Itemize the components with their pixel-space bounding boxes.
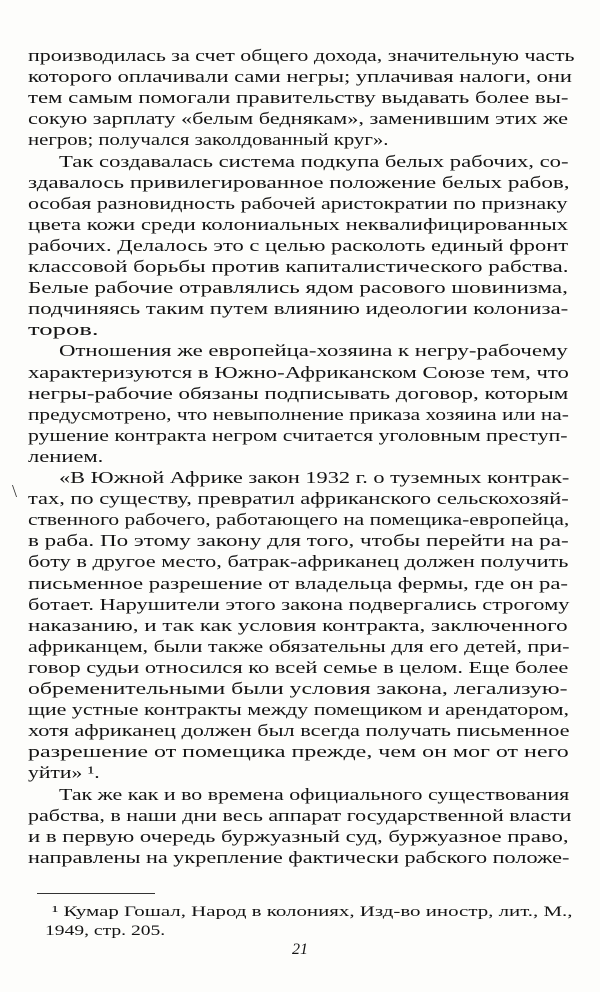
- text-line: хотя африканец должен был всегда получать письменное: [28, 721, 570, 740]
- text-line: тах, по существу, превратил африканского сельскохозяй-: [28, 489, 569, 508]
- text-line: Отношения же европейца-хозяина к негру-рабочему: [59, 341, 568, 360]
- text-line: и в первую очередь буржуазный суд, буржуазное право,: [28, 827, 569, 846]
- text-line: уйти» ¹.: [28, 763, 100, 782]
- text-line: подчиняясь таким путем влиянию идеологии колониза-: [28, 299, 569, 318]
- text-line: характеризуются в Южно-Африканском Союзе тем, что: [28, 363, 569, 382]
- text-line: «В Южной Африке закон 1932 г. о туземных контрак-: [59, 468, 570, 487]
- text-line: тем самым помогали правительству выдавать более вы-: [28, 88, 569, 107]
- text-line: негры-рабочие обязаны подписывать договор, которым: [28, 384, 569, 403]
- text-line: говор судьи относился ко всей семье в целом. Еще более: [28, 658, 569, 677]
- text-line: обременительными были условия закона, легализую-: [28, 679, 568, 698]
- text-line: Так создавалась система подкупа белых рабочих, со-: [59, 152, 569, 171]
- text-line: рабочих. Делалось это с целью расколоть единый фронт: [28, 236, 569, 255]
- text-line: негров; получался заколдованный круг».: [28, 130, 389, 149]
- text-line: щие устные контракты между помещиком и арендатором,: [28, 700, 570, 719]
- text-line: которого оплачивали сами негры; уплачивая налоги, они: [28, 67, 572, 86]
- text-line: рабства, в наши дни весь аппарат государственной власти: [28, 806, 572, 825]
- text-line: в раба. По этому закону для того, чтобы перейти на ра-: [28, 531, 569, 550]
- text-line: сокую зарплату «белым беднякам», заменившим этих же: [28, 109, 568, 128]
- text-line: Так же как и во времена официального существования: [59, 785, 570, 804]
- text-line: наказанию, и так как условия контракта, заключенного: [28, 616, 568, 635]
- text-line: классовой борьбы против капиталистического рабства.: [28, 257, 569, 276]
- text-line: разрешение от помещика прежде, чем он мог от него: [28, 742, 569, 761]
- text-line: рушение контракта негром считается уголовным преступ-: [28, 426, 568, 445]
- text-line: особая разновидность рабочей аристократии по признаку: [28, 194, 568, 213]
- footnote-line: ¹ Кумар Гошал, Народ в колониях, Изд-во иностр, лит., М.,: [52, 904, 573, 920]
- text-line: боту в другое место, батрак-африканец должен получить: [28, 552, 569, 571]
- text-line: ботает. Нарушители этого закона подвергались строгому: [28, 595, 570, 614]
- text-line: лением.: [28, 447, 104, 466]
- text-line: письменное разрешение от владельца фермы, где он ра-: [28, 574, 568, 593]
- text-line: направлены на укрепление фактически рабского положе-: [28, 848, 570, 867]
- text-line: африканцем, были также обязательны для его детей, при-: [28, 637, 570, 656]
- text-line: здавалось привилегированное положение белых рабов,: [28, 173, 570, 192]
- margin-mark: \: [12, 481, 18, 501]
- text-line: производилась за счет общего дохода, значительную часть: [28, 46, 575, 65]
- text-line: Белые рабочие отравлялись ядом расового шовинизма,: [28, 278, 568, 297]
- text-line: предусмотрено, что невыполнение приказа хозяина или на-: [28, 405, 569, 424]
- text-line: цвета кожи среди колониальных неквалифицированных: [28, 215, 569, 234]
- footnote-line: 1949, стр. 205.: [45, 923, 166, 939]
- text-line: ственного рабочего, работающего на помещика-европейца,: [28, 510, 570, 529]
- text-line: торов.: [28, 320, 99, 339]
- page-number: 21: [292, 941, 308, 958]
- footnote-rule: [37, 893, 155, 894]
